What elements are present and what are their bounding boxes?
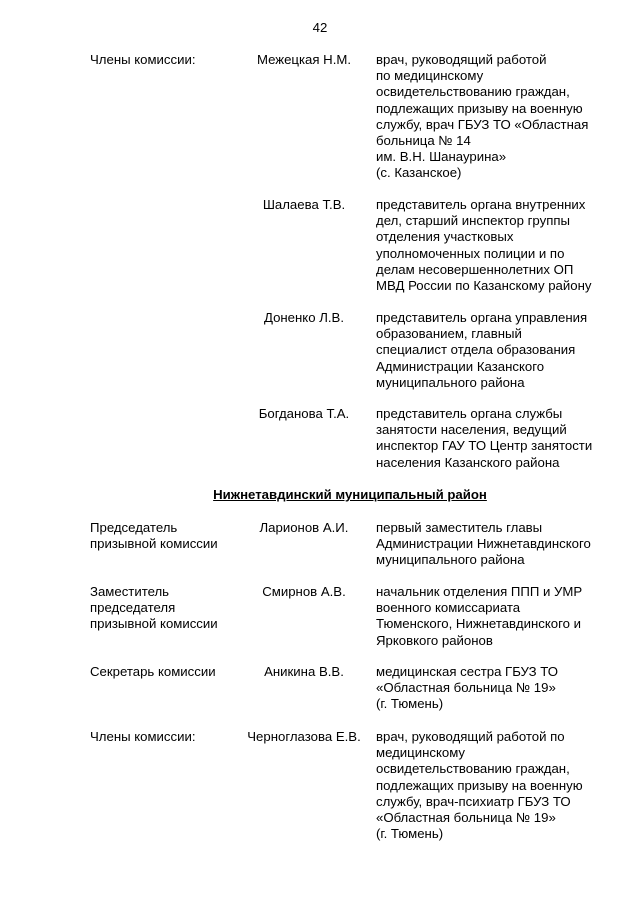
entry-person: Межецкая Н.М.: [256, 52, 352, 67]
entry-description: начальник отделения ППП и УМР военного комиссариата Тюменского, Нижнетавдинского и Ярковкого районов: [376, 584, 583, 648]
entry-person: Шалаева Т.В.: [262, 197, 346, 212]
page-number: 42: [312, 20, 328, 35]
entry-description: врач, руководящий работой по медицинскому освидетельствованию граждан, подлежащих призыву на военную службу, врач ГБУЗ ТО «Областная больница № 14 им. В.Н. Шанаурина» (с. Казанское): [376, 52, 589, 181]
entry-role: Члены комиссии:: [90, 52, 196, 67]
entry-person: Аникина В.В.: [264, 664, 344, 679]
entry-description: врач, руководящий работой по медицинскому освидетельствованию граждан, подлежащих призыву на военную службу, врач-психиатр ГБУЗ ТО «Областная больница № 19» (г. Тюмень): [376, 729, 583, 842]
entry-description: медицинская сестра ГБУЗ ТО «Областная больница № 19» (г. Тюмень): [376, 664, 558, 712]
entry-description: первый заместитель главы Администрации Нижнетавдинского муниципального района: [376, 520, 591, 568]
entry-role: Заместитель председателя призывной комиссии: [90, 584, 218, 632]
entry-person: Ларионов А.И.: [259, 520, 349, 535]
entry-role: Председатель призывной комиссии: [90, 520, 218, 552]
entry-person: Смирнов А.В.: [262, 584, 346, 599]
entry-person: Доненко Л.В.: [263, 310, 344, 325]
entry-person: Богданова Т.А.: [258, 406, 350, 421]
entry-description: представитель органа внутренних дел, старший инспектор группы отделения участковых уполномоченных полиции и по делам несовершеннолетних ОП МВД России по Казанскому району: [376, 197, 592, 294]
entry-role: Секретарь комиссии: [90, 664, 216, 679]
entry-description: представитель органа управления образованием, главный специалист отдела образования Администрации Казанского муниципального района: [376, 310, 588, 390]
entry-description: представитель органа службы занятости населения, ведущий инспектор ГАУ ТО Центр занятости населения Казанского района: [376, 406, 593, 470]
entry-person: Черноглазова Е.В.: [247, 729, 361, 744]
entry-role: Члены комиссии:: [90, 729, 196, 744]
section-heading: Нижнетавдинский муниципальный район: [213, 487, 487, 502]
